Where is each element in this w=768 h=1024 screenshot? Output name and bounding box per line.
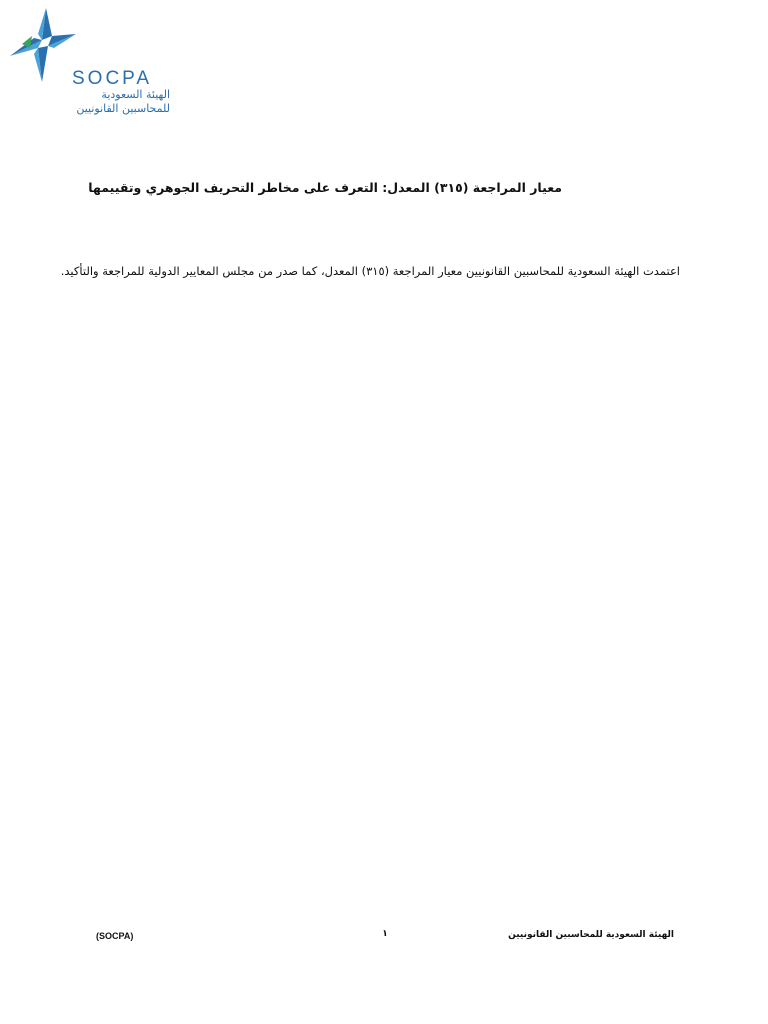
socpa-logo (8, 4, 168, 116)
footer-left-text: (SOCPA) (96, 931, 134, 941)
logo-arabic-line1: الهيئة السعودية (101, 88, 170, 101)
footer-right-text: الهيئة السعودية للمحاسبين القانونيين (508, 930, 674, 940)
logo-arabic-line2: للمحاسبين القانونيين (76, 102, 170, 115)
logo-latin-text: SOCPA (72, 68, 153, 89)
star-logo-icon (8, 4, 78, 84)
footer-page-number: ١ (382, 929, 388, 939)
document-title: معيار المراجعة (٣١٥) المعدل: التعرف على مخاطر التحريف الجوهري وتقييمها (88, 180, 562, 195)
document-paragraph: اعتمدت الهيئة السعودية للمحاسبين القانونيين معيار المراجعة (٣١٥) المعدل، كما صدر من مجلس المعايير الدولية للمراجعة والتأكيد. (60, 264, 680, 278)
